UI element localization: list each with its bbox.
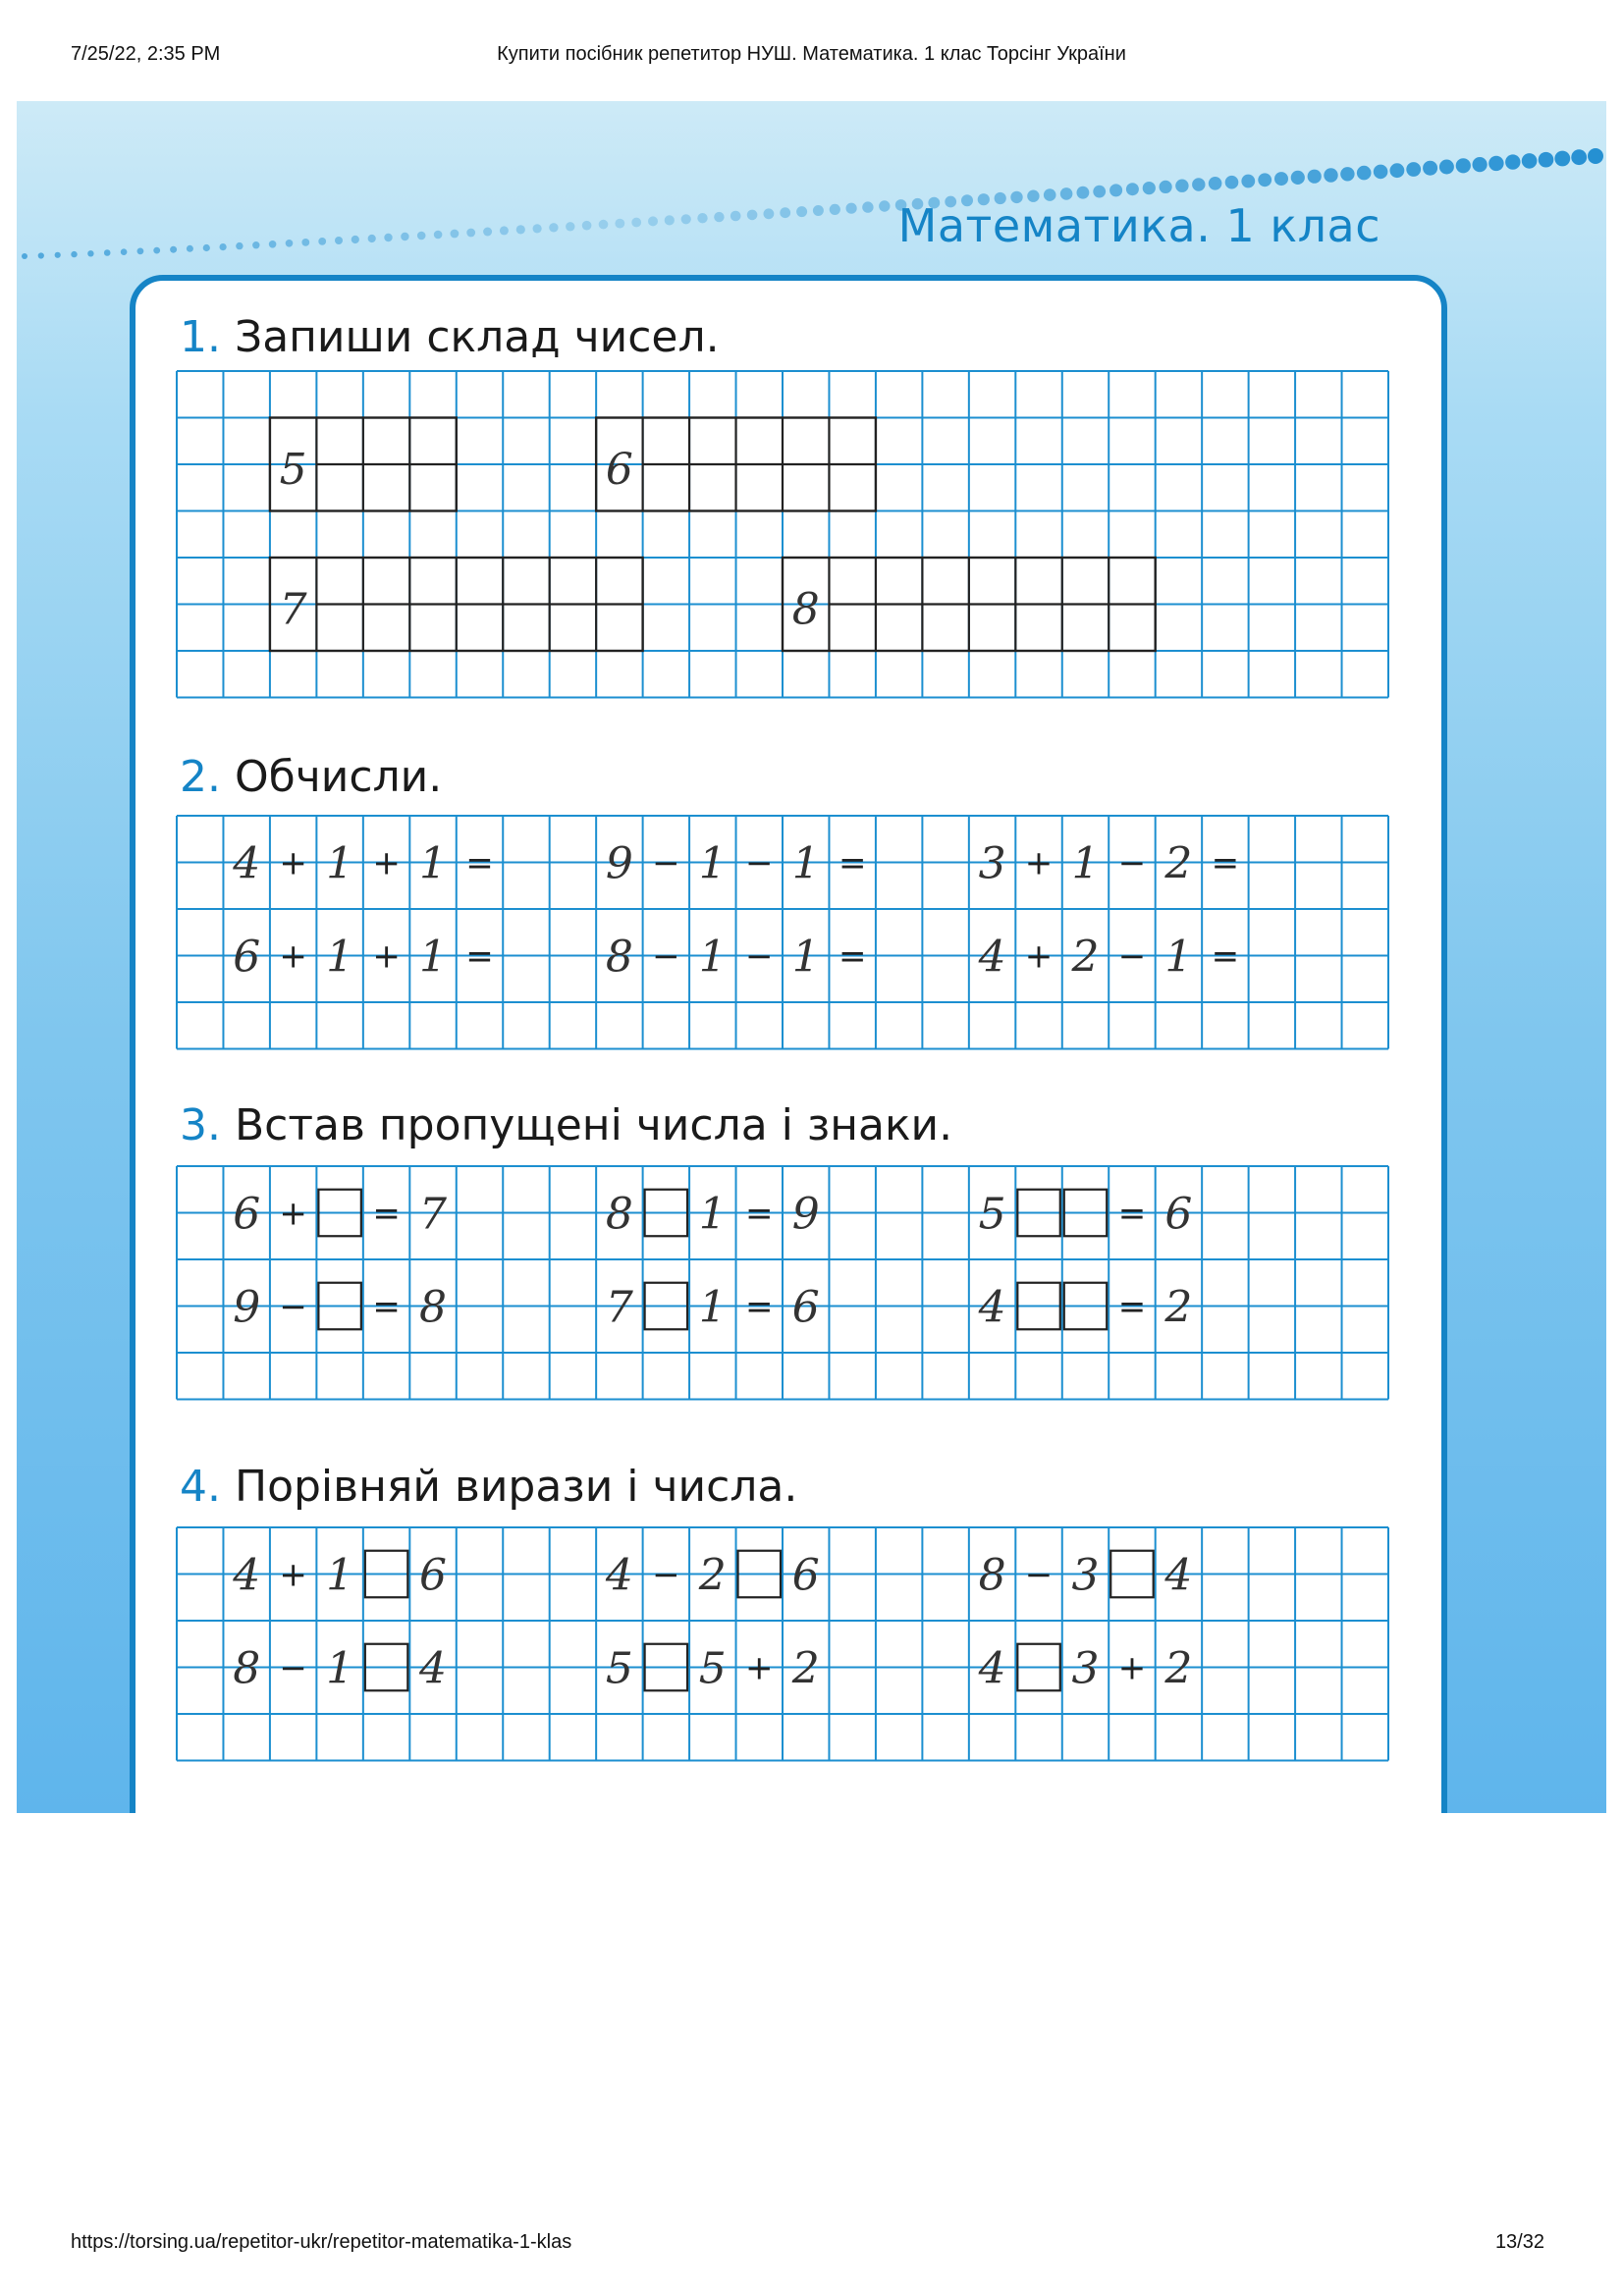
decoration-dot bbox=[796, 206, 807, 217]
decoration-dot bbox=[1571, 149, 1587, 165]
handwritten-digit: 4 bbox=[419, 1643, 448, 1694]
task-4-title: Порівняй вирази і числа. bbox=[234, 1462, 798, 1512]
handwritten-digit: 9 bbox=[233, 1282, 261, 1333]
decoration-dot bbox=[516, 225, 525, 234]
task-4-heading bbox=[180, 1462, 797, 1512]
handwritten-digit: 6 bbox=[419, 1550, 448, 1601]
decoration-dot bbox=[301, 239, 309, 246]
decoration-dot bbox=[187, 245, 193, 252]
decoration-dot bbox=[434, 231, 443, 240]
handwritten-digit: 6 bbox=[791, 1550, 820, 1601]
decoration-dot bbox=[203, 244, 210, 251]
task-4-grid bbox=[177, 1527, 1388, 1761]
math-sign: + bbox=[279, 1194, 307, 1234]
decoration-dot bbox=[1077, 187, 1090, 199]
math-sign: = bbox=[372, 1194, 401, 1234]
decoration-dot bbox=[500, 226, 509, 235]
worksheet-grids bbox=[135, 281, 1441, 1813]
math-sign: − bbox=[652, 843, 680, 883]
math-sign: = bbox=[1211, 843, 1240, 883]
handwritten-digit: 8 bbox=[605, 1189, 633, 1240]
handwritten-digit: 1 bbox=[419, 838, 448, 889]
decoration-dot bbox=[1308, 170, 1322, 184]
composition-number: 6 bbox=[605, 445, 633, 495]
decoration-dot bbox=[1340, 167, 1354, 181]
decoration-dot bbox=[665, 215, 675, 225]
task-1-heading bbox=[180, 312, 720, 362]
decoration-dot bbox=[483, 228, 492, 237]
print-url: https://torsing.ua/repetitor-ukr/repetitor-matematika-1-klas bbox=[71, 2231, 572, 2253]
decoration-dot bbox=[846, 203, 857, 214]
decoration-dot bbox=[401, 233, 408, 240]
handwritten-digit: 4 bbox=[605, 1550, 633, 1601]
decoration-dot bbox=[1539, 152, 1554, 168]
decoration-dot bbox=[269, 240, 277, 248]
decoration-dot bbox=[352, 236, 359, 243]
handwritten-digit: 7 bbox=[419, 1189, 448, 1240]
handwritten-digit: 5 bbox=[698, 1643, 727, 1694]
task-1-number: 1. bbox=[180, 312, 221, 362]
decoration-dot bbox=[631, 218, 641, 228]
handwritten-digit: 4 bbox=[233, 1550, 261, 1601]
math-sign: − bbox=[1117, 936, 1147, 977]
decoration-dot bbox=[582, 221, 592, 231]
handwritten-digit: 9 bbox=[791, 1189, 820, 1240]
math-sign: + bbox=[1024, 936, 1054, 977]
task-3-number: 3. bbox=[180, 1100, 221, 1150]
handwritten-digit: 1 bbox=[1071, 838, 1100, 889]
handwritten-digit: 2 bbox=[791, 1643, 820, 1694]
math-sign: − bbox=[1024, 1555, 1054, 1595]
composition-number: 8 bbox=[791, 584, 820, 635]
handwritten-digit: 4 bbox=[978, 932, 1006, 983]
decoration-dot bbox=[1522, 153, 1538, 169]
task-2-title: Обчисли. bbox=[234, 752, 443, 802]
decoration-dot bbox=[1093, 186, 1106, 198]
math-sign: = bbox=[1117, 1194, 1147, 1234]
decoration-dot bbox=[1374, 165, 1388, 180]
decoration-dot bbox=[1225, 176, 1239, 189]
decoration-dot bbox=[1258, 173, 1271, 187]
decoration-dot bbox=[1192, 178, 1205, 190]
handwritten-digit: 2 bbox=[1164, 838, 1193, 889]
decoration-dot bbox=[1160, 181, 1172, 193]
math-sign: − bbox=[745, 843, 774, 883]
math-sign: = bbox=[372, 1287, 401, 1327]
handwritten-digit: 3 bbox=[1071, 1643, 1100, 1694]
handwritten-digit: 1 bbox=[1164, 932, 1193, 983]
math-sign: = bbox=[1117, 1287, 1147, 1327]
decoration-dot bbox=[1554, 151, 1570, 167]
subject-title: Математика. 1 клас bbox=[897, 199, 1380, 252]
handwritten-digit: 9 bbox=[605, 838, 633, 889]
decoration-dot bbox=[220, 243, 227, 250]
task-2-number: 2. bbox=[180, 752, 221, 802]
handwritten-digit: 8 bbox=[605, 932, 633, 983]
decoration-dot bbox=[599, 220, 609, 230]
math-sign: − bbox=[745, 936, 774, 977]
decoration-dot bbox=[466, 229, 475, 238]
decoration-dot bbox=[1143, 182, 1156, 194]
handwritten-digit: 1 bbox=[698, 1189, 727, 1240]
decoration-dot bbox=[1060, 187, 1073, 200]
decoration-dot bbox=[153, 247, 160, 254]
math-sign: = bbox=[465, 936, 494, 977]
decoration-dot bbox=[1406, 162, 1421, 177]
handwritten-digit: 1 bbox=[698, 838, 727, 889]
math-sign: = bbox=[465, 843, 494, 883]
decoration-dot bbox=[1324, 168, 1337, 182]
math-sign: + bbox=[279, 936, 307, 977]
decoration-dot bbox=[1456, 158, 1471, 173]
handwritten-digit: 6 bbox=[791, 1282, 820, 1333]
decoration-dot bbox=[121, 248, 128, 255]
decoration-dot bbox=[1209, 177, 1222, 190]
decoration-dot bbox=[566, 222, 574, 231]
decoration-dot bbox=[1488, 156, 1503, 171]
handwritten-digit: 2 bbox=[698, 1550, 727, 1601]
decoration-dot bbox=[1109, 184, 1122, 196]
task-2-grid bbox=[177, 816, 1388, 1049]
decoration-dot bbox=[236, 242, 243, 249]
handwritten-digit: 4 bbox=[978, 1282, 1006, 1333]
decoration-dot bbox=[1126, 183, 1139, 195]
task-4-number: 4. bbox=[180, 1462, 221, 1512]
handwritten-digit: 3 bbox=[1071, 1550, 1100, 1601]
decoration-dot bbox=[780, 207, 790, 218]
decoration-dot bbox=[170, 246, 177, 253]
decoration-dot bbox=[1291, 171, 1305, 185]
decoration-dot bbox=[1439, 160, 1454, 175]
task-3-heading bbox=[180, 1100, 952, 1150]
decoration-dot bbox=[1505, 154, 1520, 169]
decoration-dot bbox=[104, 249, 111, 256]
math-sign: + bbox=[745, 1648, 774, 1688]
composition-number: 5 bbox=[279, 445, 307, 495]
handwritten-digit: 1 bbox=[419, 932, 448, 983]
task-1-title: Запиши склад чисел. bbox=[234, 312, 720, 362]
handwritten-digit: 7 bbox=[605, 1282, 633, 1333]
math-sign: = bbox=[745, 1287, 774, 1327]
math-sign: + bbox=[372, 843, 401, 883]
math-sign: − bbox=[652, 1555, 680, 1595]
handwritten-digit: 6 bbox=[233, 1189, 261, 1240]
decoration-dot bbox=[1274, 172, 1288, 186]
composition-number: 7 bbox=[279, 584, 307, 635]
print-date: 7/25/22, 2:35 PM bbox=[71, 43, 221, 65]
handwritten-digit: 3 bbox=[978, 838, 1006, 889]
decoration-dot bbox=[648, 216, 658, 226]
decoration-dot bbox=[862, 201, 873, 212]
handwritten-digit: 1 bbox=[326, 1550, 354, 1601]
handwritten-digit: 6 bbox=[1164, 1189, 1193, 1240]
handwritten-digit: 8 bbox=[419, 1282, 448, 1333]
decoration-dot bbox=[22, 253, 27, 259]
composition-table bbox=[270, 558, 643, 651]
decoration-dot bbox=[1175, 180, 1188, 192]
math-sign: = bbox=[1211, 936, 1240, 977]
decoration-dot bbox=[1423, 161, 1437, 176]
handwritten-digit: 1 bbox=[326, 932, 354, 983]
handwritten-digit: 2 bbox=[1164, 1282, 1193, 1333]
math-sign: = bbox=[745, 1194, 774, 1234]
decoration-dot bbox=[87, 250, 93, 256]
handwritten-digit: 8 bbox=[233, 1643, 261, 1694]
decoration-dot bbox=[71, 251, 77, 257]
decoration-dot bbox=[1588, 148, 1603, 164]
handwritten-digit: 5 bbox=[978, 1189, 1006, 1240]
decoration-dot bbox=[697, 213, 707, 223]
decoration-dot bbox=[533, 224, 542, 233]
handwritten-digit: 1 bbox=[326, 1643, 354, 1694]
decoration-dot bbox=[1241, 175, 1255, 188]
worksheet-card bbox=[130, 275, 1447, 1813]
decoration-dot bbox=[1473, 157, 1488, 172]
handwritten-digit: 1 bbox=[791, 838, 820, 889]
handwritten-digit: 1 bbox=[326, 838, 354, 889]
math-sign: + bbox=[1024, 843, 1054, 883]
decoration-dot bbox=[1390, 163, 1405, 178]
handwritten-digit: 2 bbox=[1071, 932, 1100, 983]
handwritten-digit: 4 bbox=[978, 1643, 1006, 1694]
handwritten-digit: 1 bbox=[698, 1282, 727, 1333]
handwritten-digit: 1 bbox=[698, 932, 727, 983]
handwritten-digit: 5 bbox=[605, 1643, 633, 1694]
decoration-dot bbox=[830, 204, 840, 215]
handwritten-digit: 2 bbox=[1164, 1643, 1193, 1694]
math-sign: = bbox=[838, 936, 867, 977]
decoration-dot bbox=[681, 214, 691, 224]
decoration-dot bbox=[417, 232, 426, 240]
decoration-dot bbox=[549, 223, 558, 232]
decoration-dot bbox=[615, 219, 624, 229]
decoration-dot bbox=[879, 200, 890, 211]
math-sign: + bbox=[372, 936, 401, 977]
handwritten-digit: 1 bbox=[791, 932, 820, 983]
math-sign: + bbox=[1117, 1648, 1147, 1688]
decoration-dot bbox=[1357, 166, 1372, 181]
decoration-dot bbox=[730, 211, 741, 222]
decoration-dot bbox=[318, 238, 326, 245]
decoration-dot bbox=[747, 210, 758, 221]
handwritten-digit: 4 bbox=[1164, 1550, 1193, 1601]
handwritten-digit: 8 bbox=[978, 1550, 1006, 1601]
math-sign: − bbox=[652, 936, 680, 977]
composition-table bbox=[783, 558, 1156, 651]
decoration-dot bbox=[451, 230, 460, 239]
print-title: Купити посібник репетитор НУШ. Математика. 1 клас Торсінг України bbox=[497, 43, 1126, 65]
task-3-title: Встав пропущені числа і знаки. bbox=[234, 1100, 953, 1150]
decoration-dot bbox=[384, 234, 392, 241]
math-sign: − bbox=[279, 1648, 307, 1688]
decoration-dot bbox=[55, 252, 61, 258]
print-page-number: 13/32 bbox=[1494, 2231, 1544, 2253]
math-sign: = bbox=[838, 843, 867, 883]
decoration-dot bbox=[137, 248, 144, 255]
decoration-dot bbox=[714, 212, 724, 222]
task-2-heading bbox=[180, 752, 442, 802]
math-sign: − bbox=[279, 1287, 307, 1327]
math-sign: + bbox=[279, 843, 307, 883]
decoration-dot bbox=[764, 208, 775, 219]
decoration-dot bbox=[286, 240, 294, 247]
decoration-dot bbox=[252, 241, 259, 248]
decoration-dot bbox=[368, 235, 376, 242]
decoration-dot bbox=[813, 205, 824, 216]
math-sign: + bbox=[279, 1555, 307, 1595]
handwritten-digit: 4 bbox=[233, 838, 261, 889]
math-sign: − bbox=[1117, 843, 1147, 883]
book-page bbox=[17, 101, 1606, 1813]
handwritten-digit: 6 bbox=[233, 932, 261, 983]
decoration-dot bbox=[335, 237, 343, 244]
decoration-dot bbox=[38, 252, 44, 258]
